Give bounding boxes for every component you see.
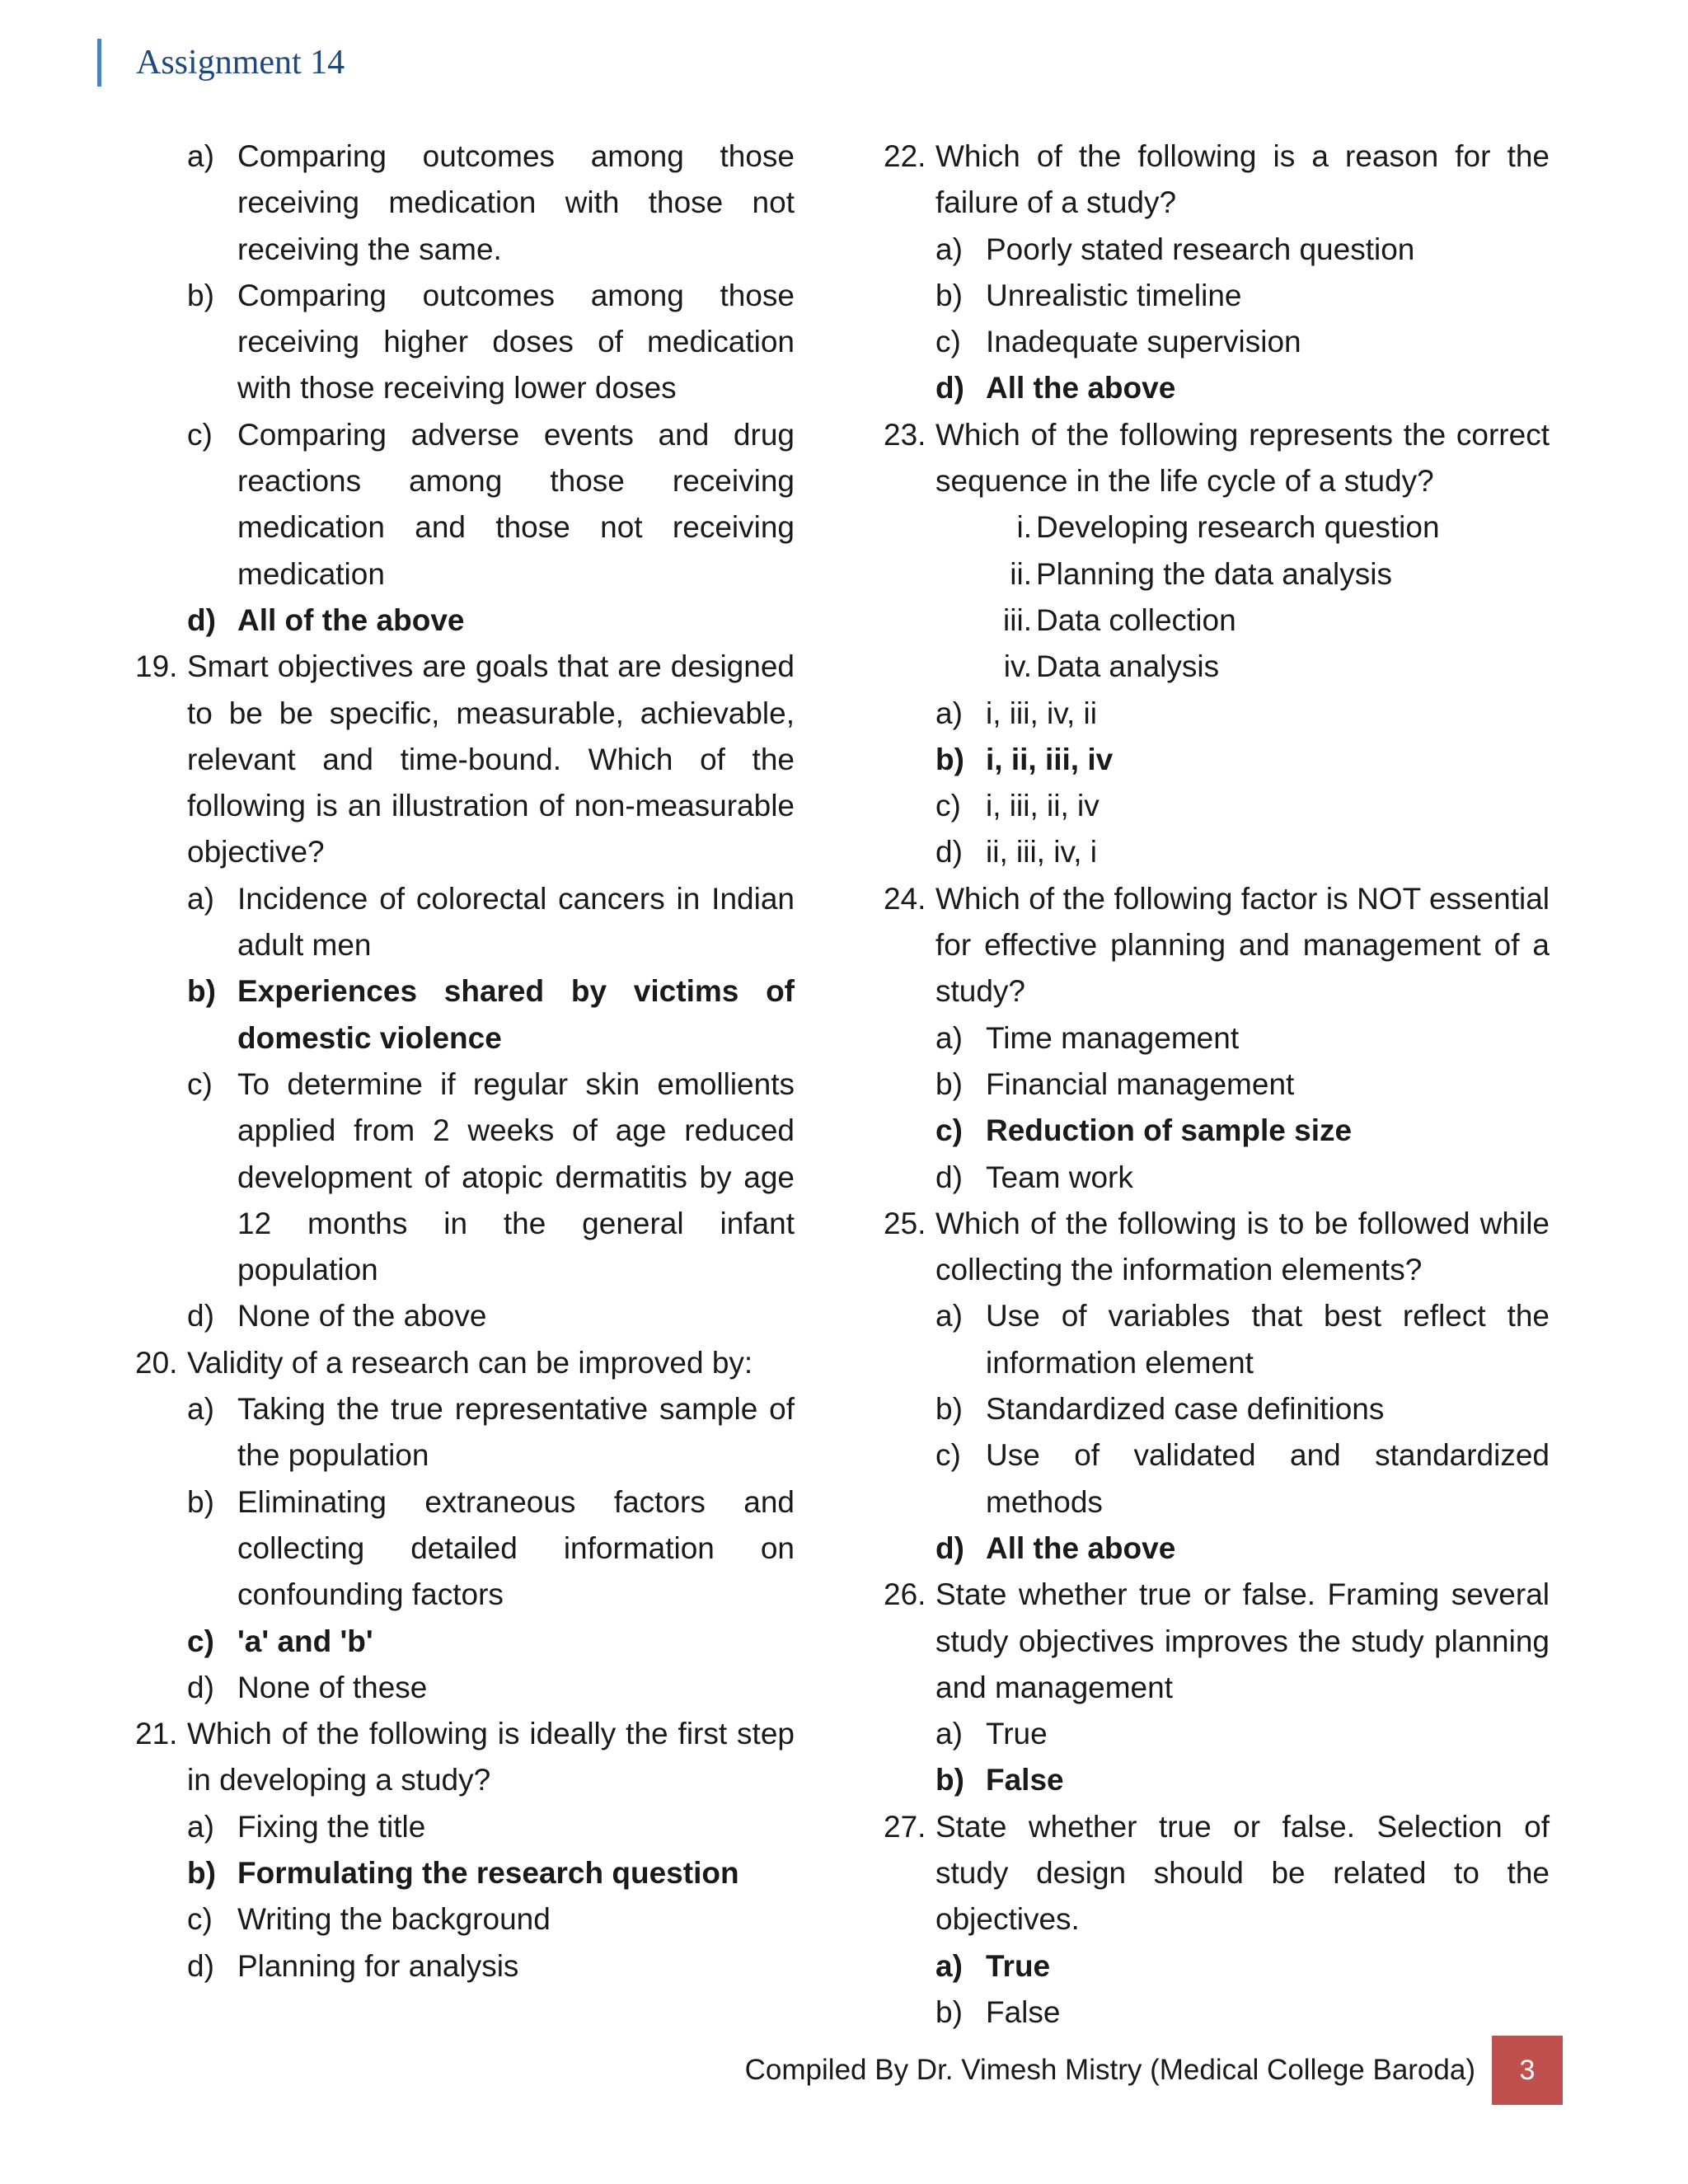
question-number: 21. [135,1717,178,1751]
option-correct: c) Reduction of sample size [935,1113,1353,1148]
option: a) Taking the true representative sample of the population [187,1392,795,1473]
option: b) Comparing outcomes among those receiving higher doses of medication with those receiving lower doses [187,278,795,405]
sequence-step: ii. Planning the data analysis [1010,556,1392,591]
option-correct: d) All the above [935,1530,1176,1565]
option: b) Unrealistic timeline [935,278,1242,312]
option: d) Planning for analysis [187,1948,519,1983]
option: c) Writing the background [187,1902,551,1937]
question-25 [884,1201,1550,1294]
question-20 [135,1340,795,1386]
question-text: Smart objectives are goals that are designed to be be specific, measurable, achievable, relevant and time-bound. Which of the following is an illustration of non-measurable objective? [187,649,795,869]
compiled-by-credit: Compiled By Dr. Vimesh Mistry (Medical College Baroda) [744,2054,1475,2086]
option: c) To determine if regular skin emollients applied from 2 weeks of age reduced development of atopic dermatitis by age 12 months in the general infant population [187,1066,795,1287]
sequence-step: i. Developing research question [1016,510,1440,545]
question-23 [884,412,1550,505]
option: d) ii, iii, iv, i [935,835,1097,869]
question-number: 19. [135,649,178,684]
question-number: 27. [884,1809,926,1844]
option: a) Use of variables that best reflect the information element [935,1299,1550,1380]
question-number: 20. [135,1345,178,1380]
page-number-badge: 3 [1492,2036,1563,2105]
question-text: State whether true or false. Framing several study objectives improves the study planning and management [935,1577,1550,1704]
option: a) True [935,1717,1048,1751]
option: b) Standardized case definitions [935,1392,1385,1427]
page-header [97,38,345,87]
option: a) Incidence of colorectal cancers in Indian adult men [187,881,795,963]
question-text: Which of the following is ideally the first step in developing a study? [187,1717,795,1797]
question-19 [135,644,795,875]
sequence-step: iii. Data collection [1003,602,1236,637]
option: d) None of these [187,1670,428,1704]
question-text: Validity of a research can be improved by: [187,1345,753,1380]
question-22 [884,134,1550,227]
page-footer [0,2036,1688,2105]
question-number: 24. [884,881,926,916]
option: d) None of the above [187,1299,487,1333]
option: a) Fixing the title [187,1809,426,1844]
question-26 [884,1572,1550,1711]
option: a) i, iii, iv, ii [935,696,1097,730]
option-correct: b) i, ii, iii, iv [935,742,1114,776]
question-text: State whether true or false. Selection of study design should be related to the objectives. [935,1809,1550,1937]
page-title: Assignment 14 [136,44,345,82]
option-correct: b) False [935,1763,1064,1797]
option: c) i, iii, ii, iv [935,789,1100,823]
option: a) Time management [935,1020,1240,1055]
option: b) False [935,1994,1061,2029]
question-number: 26. [884,1577,926,1612]
option: d) Team work [935,1160,1133,1194]
question-number: 23. [884,417,926,452]
question-27 [884,1804,1550,1943]
option: a) Poorly stated research question [935,232,1415,266]
option-correct: c) 'a' and 'b' [187,1624,373,1658]
option-correct: d) All the above [935,371,1176,405]
question-18-continued [135,134,795,644]
option-correct: b) Experiences shared by victims of domestic violence [187,974,795,1055]
question-text: Which of the following factor is NOT essential for effective planning and management of a study? [935,881,1550,1009]
sequence-step: iv. Data analysis [1003,649,1220,684]
question-number: 22. [884,139,926,173]
option: c) Comparing adverse events and drug reactions among those receiving medication and those not receiving medication [187,417,795,591]
header-accent-bar [97,39,101,87]
question-text: Which of the following is to be followed while collecting the information elements? [935,1206,1550,1287]
option: a) Comparing outcomes among those receiving medication with those not receiving the same. [187,139,795,266]
question-number: 25. [884,1206,926,1240]
option: c) Inadequate supervision [935,325,1301,359]
option-correct: d) All of the above [187,602,465,637]
question-text: Which of the following represents the correct sequence in the life cycle of a study? [935,417,1550,499]
option: b) Eliminating extraneous factors and collecting detailed information on confounding factors [187,1484,795,1612]
question-21 [135,1711,795,1804]
option-correct: b) Formulating the research question [187,1855,739,1890]
option: b) Financial management [935,1066,1295,1101]
option: c) Use of validated and standardized methods [935,1438,1550,1519]
question-24 [884,876,1550,1015]
right-column [884,134,1550,2036]
option-correct: a) True [935,1948,1051,1983]
left-column [135,134,795,1990]
question-text: Which of the following is a reason for the failure of a study? [935,139,1550,220]
